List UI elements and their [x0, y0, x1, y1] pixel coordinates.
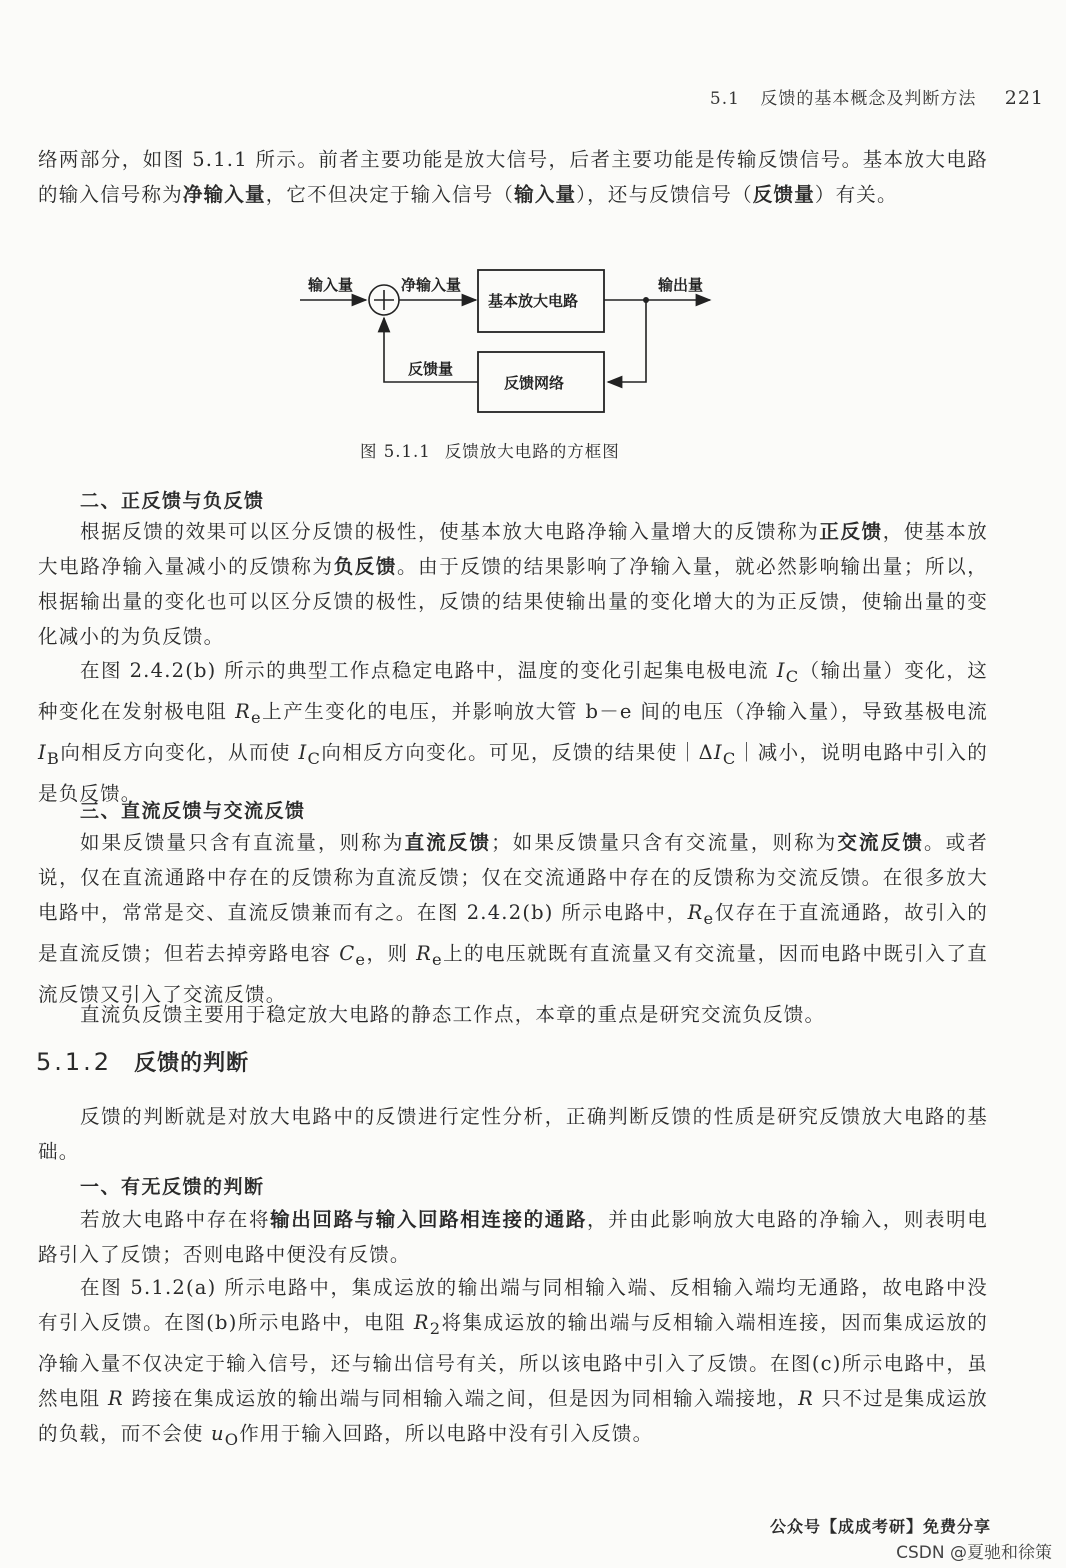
footer-note: 公众号【成成考研】免费分享	[770, 1517, 992, 1536]
paragraph-dc-ac: 如果反馈量只含有直流量，则称为直流反馈；如果反馈量只含有交流量，则称为交流反馈。或者说，仅在直流通路中存在的反馈称为直流反馈；仅在交流通路中存在的反馈称为交流反馈。在很多放大电路中，常常是交、直流反馈兼而有之。在图 2.4.2(b) 所示电路中，$R_e$仅存在于直流通路，故引入的是直流反馈；但若去掉旁路电容 $C_e$，则 $R_e$上的电压就既有直流量又有交流量，因而电路中既引入了直流反馈又引入了交流反馈。	[38, 831, 988, 1006]
header-section-number: 5.1	[709, 89, 740, 109]
paragraph-intro: 络两部分，如图 5.1.1 所示。前者主要功能是放大信号，后者主要功能是传输反馈信号。基本放大电路的输入信号称为净输入量，它不但决定于输入信号（输入量），还与反馈信号（反馈量）有关。	[38, 148, 988, 206]
paragraph-dc-negative: 直流负反馈主要用于稳定放大电路的静态工作点，本章的重点是研究交流负反馈。	[80, 1003, 826, 1026]
heading-positive-negative-feedback: 二、正反馈与负反馈	[80, 490, 265, 512]
running-header	[710, 84, 1044, 109]
paragraph-positive-negative: 根据反馈的效果可以区分反馈的极性，使基本放大电路净输入量增大的反馈称为正反馈，使基本放大电路净输入量减小的反馈称为负反馈。由于反馈的结果影响了净输入量，就必然影响输出量；所以，根据输出量的变化也可以区分反馈的极性，反馈的结果使输出量的变化增大的为正反馈，使输出量的变化减小的为负反馈。	[38, 520, 988, 648]
section-title: 反馈的判断	[134, 1051, 250, 1076]
figure-caption: 图 5.1.1 反馈放大电路的方框图	[360, 442, 620, 461]
header-section-title: 反馈的基本概念及判断方法	[760, 89, 977, 109]
watermark: CSDN @夏驰和徐策	[896, 1543, 1052, 1563]
output-label: 输出量	[658, 276, 704, 294]
feedback-path-right	[608, 300, 646, 382]
section-heading	[36, 1046, 249, 1077]
feedback-label: 反馈量	[408, 360, 454, 378]
net-input-label: 净输入量	[401, 276, 462, 294]
paragraph-presence-rule: 若放大电路中存在将输出回路与输入回路相连接的通路，并由此影响放大电路的净输入，则表明电路引入了反馈；否则电路中便没有反馈。	[38, 1208, 988, 1266]
section-number: 5.1.2	[36, 1048, 113, 1076]
summing-junction	[369, 285, 399, 315]
paragraph-judgement-intro: 反馈的判断就是对放大电路中的反馈进行定性分析，正确判断反馈的性质是研究反馈放大电路的基础。	[38, 1105, 988, 1163]
amplifier-label: 基本放大电路	[488, 292, 579, 310]
page-number: 221	[1004, 87, 1044, 109]
paragraph-example-circuit: 在图 2.4.2(b) 所示的典型工作点稳定电路中，温度的变化引起集电极电流 $I_C$（输出量）变化，这种变化在发射极电阻 $R_e$上产生变化的电压，并影响放大管 b－e 间的电压（净输入量），导致基极电流 $I_B$向相反方向变化，从而使 $I_C$向相反方向变化。可见，反馈的结果使$|\Delta I_C|$减小，说明电路中引入的是负反馈。	[38, 659, 988, 805]
feedback-network-label: 反馈网络	[504, 374, 565, 392]
heading-presence-of-feedback: 一、有无反馈的判断	[80, 1176, 265, 1198]
feedback-block-diagram	[300, 262, 730, 422]
input-label: 输入量	[308, 276, 354, 294]
paragraph-figure-examples: 在图 5.1.2(a) 所示电路中，集成运放的输出端与同相输入端、反相输入端均无通路，故电路中没有引入反馈。在图(b)所示电路中，电阻 $R_2$将集成运放的输出端与反相输入端相连接，因而集成运放的净输入量不仅决定于输入信号，还与输出信号有关，所以该电路中引入了反馈。在图(c)所示电路中，虽然电阻 R 跨接在集成运放的输出端与同相输入端之间，但是因为同相输入端接地，R 只不过是集成运放的负载，而不会使 $u_O$作用于输入回路，所以电路中没有引入反馈。	[38, 1276, 989, 1449]
heading-dc-ac-feedback: 三、直流反馈与交流反馈	[80, 800, 306, 822]
